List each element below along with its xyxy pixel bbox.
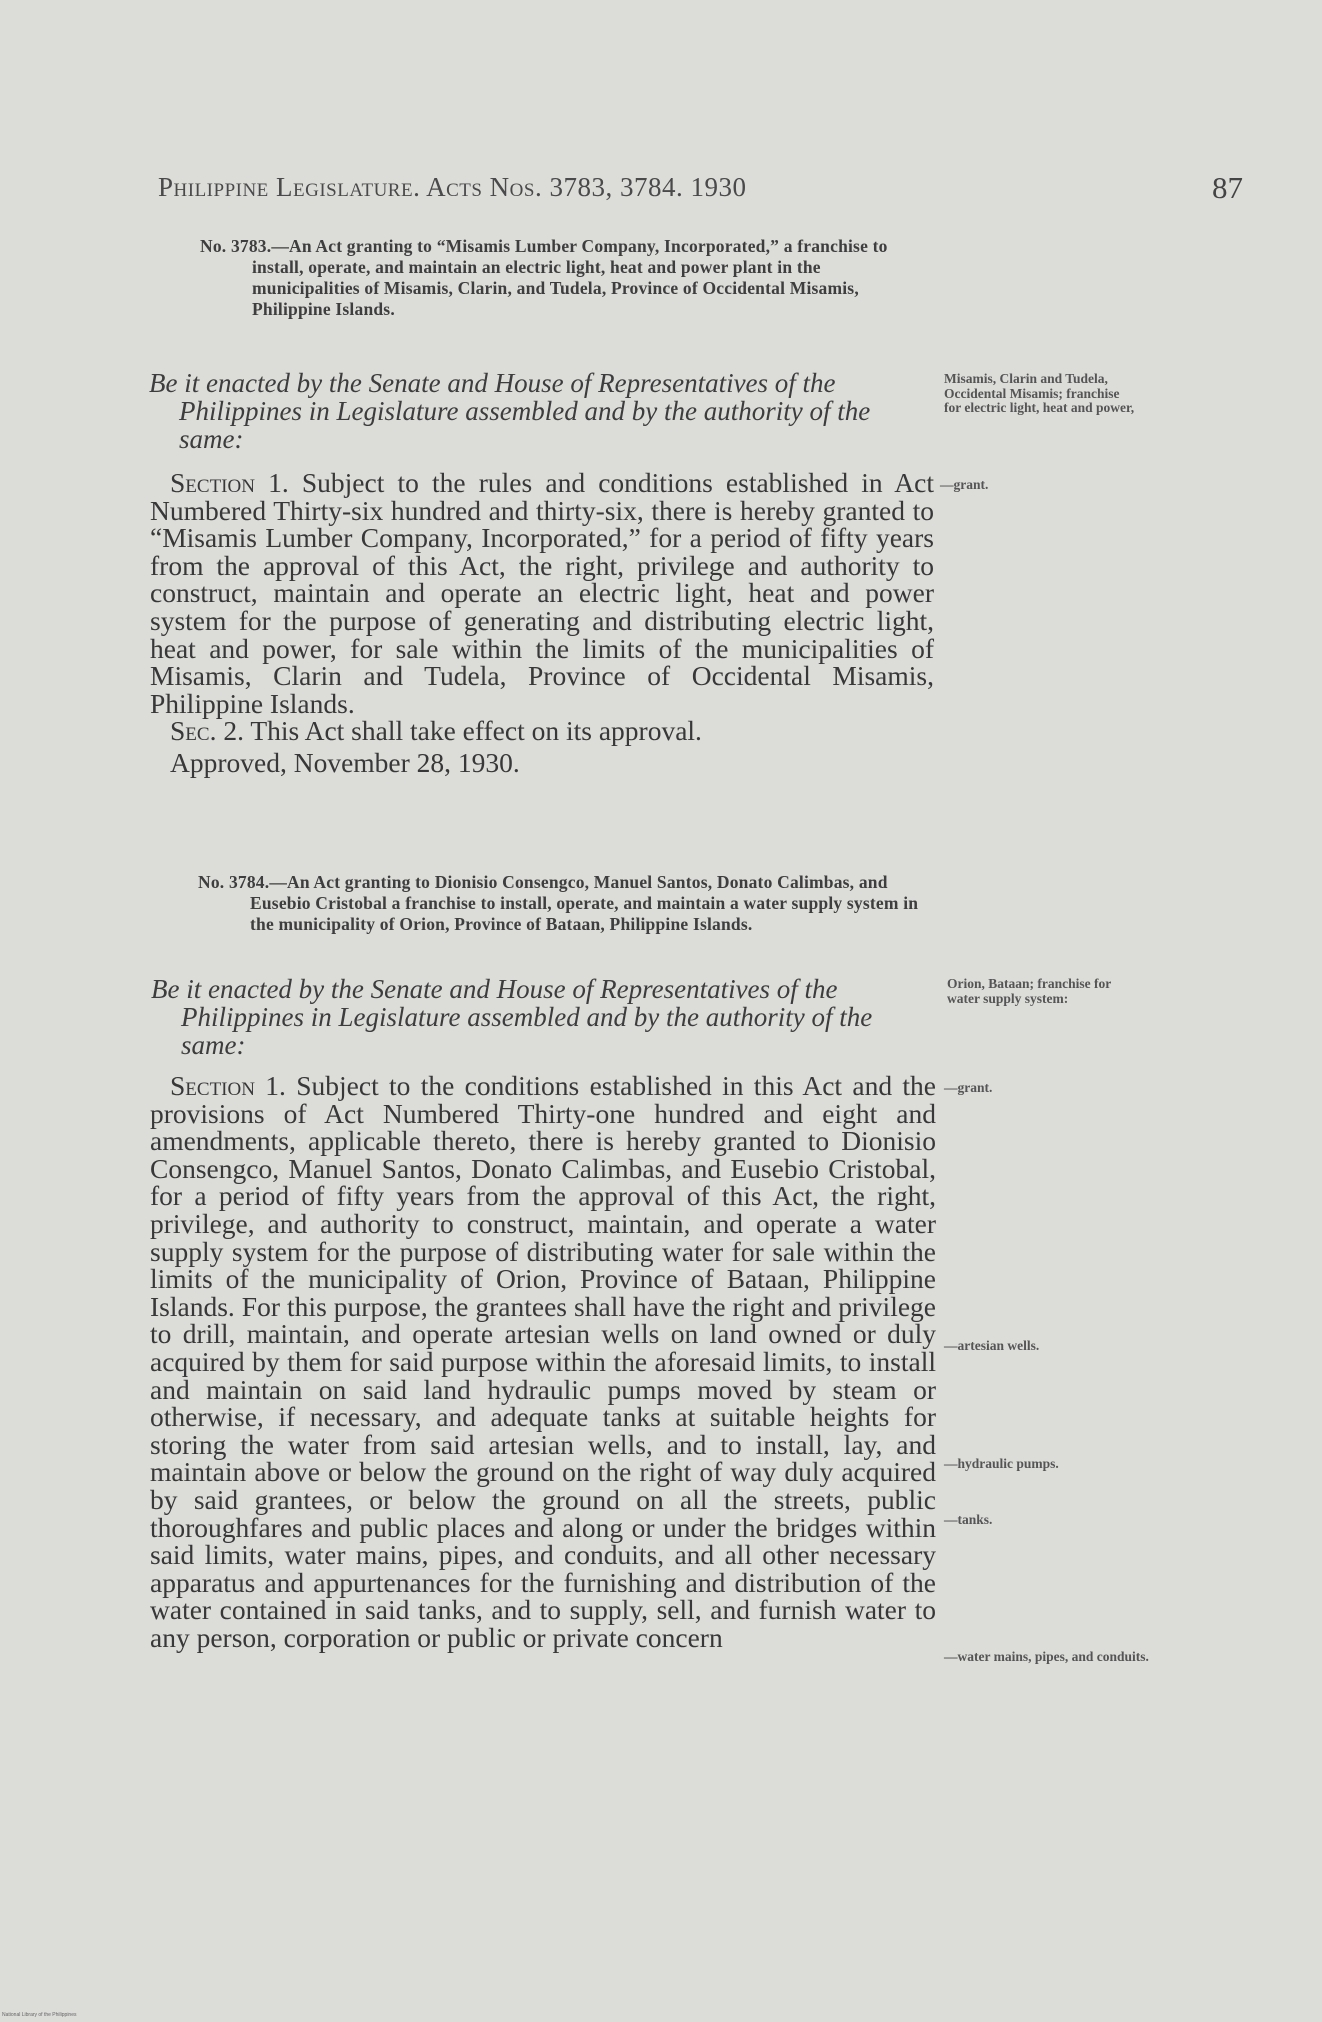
act-3784-margin-note-subject: Orion, Bataan; franchise for water supply system: (947, 976, 1111, 1006)
act-3783-margin-note-grant: —grant. (940, 477, 989, 492)
section-text: Subject to the conditions established in this Act and the provisions of Act Numbered Thirty-one hundred and eight and amendments, applicable thereto, there is hereby granted to Dionisio Consengco, Manuel Santos, Donato Calimbas, and Eusebio Cristobal, for a period of fifty years from the approval of this Act, the right, privilege, and authority to construct, maintain, and operate a water supply system for the purpose of distributing water for sale within the limits of the municipality of Orion, Province of Bataan, Philippine Islands. For this purpose, the grantees shall have the right and privilege to drill, maintain, and operate artesian wells on land owned or duly acquired by them for said purpose within the aforesaid limits, to install and maintain on said land hydraulic pumps moved by steam or otherwise, if necessary, and adequate tanks at suitable heights for storing the water from said artesian wells, and to install, lay, and maintain above or below the ground on the right of way duly acquired by said grantees, or below the ground on all the streets, public thoroughfares and public places and along or under the bridges within said limits, water mains, pipes, and conduits, and all other necessary apparatus and appurtenances for the furnishing and distribution of the water contained in said tanks, and to supply, sell, and furnish water to any person, corporation or public or private concern (150, 1070, 937, 1653)
act-3784-margin-note-hydraulic-pumps: —hydraulic pumps. (944, 1456, 1059, 1471)
act-3783-section-2 (150, 717, 934, 745)
section-text: 2. This Act shall take effect on its approval. (216, 715, 702, 747)
act-3783-approved: Approved, November 28, 1930. (170, 746, 520, 778)
section-label: Section 1. (170, 467, 289, 498)
act-3784-title-text: No. 3784.—An Act granting to Dionisio Consengco, Manuel Santos, Donato Calimbas, and Eusebio Cristobal a franchise to install, operate, and maintain a water supply system in the municipality of Orion, Province of Bataan, Philippine Islands. (198, 872, 919, 934)
act-3783-enacting-text: Be it enacted by the Senate and House of Representatives of the Philippines in Legislature assembled and by the authority of the same: (149, 368, 871, 454)
act-3783-title (200, 236, 930, 320)
scan-credit: National Library of the Philippines (2, 2012, 77, 2018)
section-label: Section 1. (170, 1070, 286, 1101)
act-3783-body (150, 469, 934, 777)
act-3784-margin-note-artesian-wells: —artesian wells. (944, 1338, 1040, 1353)
act-3784-margin-note-tanks: —tanks. (944, 1512, 993, 1527)
act-3783-title-text: No. 3783.—An Act granting to “Misamis Lumber Company, Incorporated,” a franchise to install, operate, and maintain an electric light, heat and power plant in the municipalities of Misamis, Clarin, and Tudela, Province of Occidental Misamis, Philippine Islands. (200, 236, 888, 319)
act-3784-title (198, 872, 934, 935)
act-3784-margin-note-grant: —grant. (944, 1080, 993, 1095)
act-3784-margin-note-water-mains: —water mains, pipes, and conduits. (944, 1649, 1149, 1664)
act-3784-enacting-text: Be it enacted by the Senate and House of Representatives of the Philippines in Legislature assembled and by the authority of the same: (151, 974, 873, 1060)
section-label: Sec. (170, 715, 217, 747)
page-number: 87 (1212, 170, 1243, 205)
act-3783-section-1 (150, 469, 934, 717)
act-3784-body (150, 1072, 936, 1651)
act-3783-enacting-clause (149, 369, 936, 453)
act-3783-margin-note-subject: Misamis, Clarin and Tudela, Occidental Misamis; franchise for electric light, heat and power, (944, 371, 1135, 415)
running-head: Philippine Legislature. Acts Nos. 3783, 3784. 1930 (158, 172, 747, 202)
act-3784-section-1 (150, 1072, 936, 1651)
act-3784-enacting-clause (151, 975, 935, 1059)
section-text: Subject to the rules and conditions established in Act Numbered Thirty-six hundred and thirty-six, there is hereby granted to “Misamis Lumber Company, Incorporated,” for a period of fifty years from the approval of this Act, the right, privilege and authority to construct, maintain and operate an electric light, heat and power system for the purpose of generating and distributing electric light, heat and power, for sale within the limits of the municipalities of Misamis, Clarin and Tudela, Province of Occidental Misamis, Philippine Islands. (150, 467, 934, 719)
